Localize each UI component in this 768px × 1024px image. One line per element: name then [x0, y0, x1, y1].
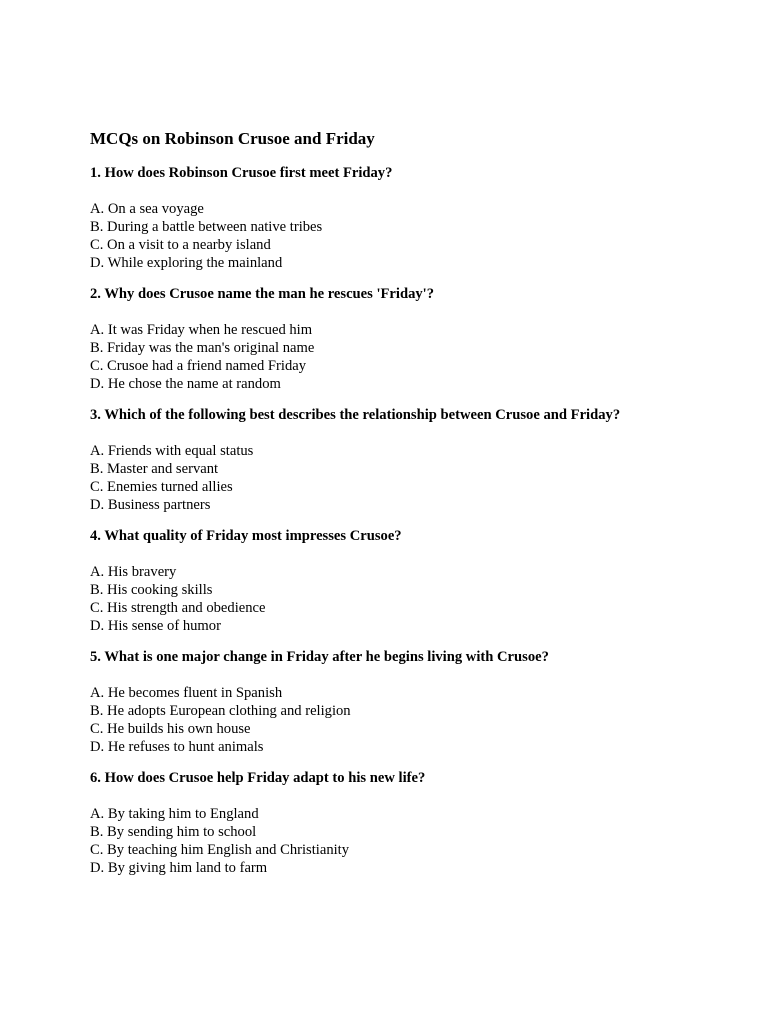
option-b: B. Master and servant	[90, 461, 219, 477]
question-text: 1. How does Robinson Crusoe first meet Friday?	[90, 165, 393, 181]
option-b: B. His cooking skills	[90, 582, 213, 598]
option-c: C. Crusoe had a friend named Friday	[90, 358, 307, 374]
question-3	[90, 406, 730, 514]
question-1	[90, 164, 730, 272]
option-c: C. Enemies turned allies	[90, 479, 233, 495]
option-a: A. By taking him to England	[90, 806, 259, 822]
option-b: B. During a battle between native tribes	[90, 219, 323, 235]
question-6	[90, 769, 730, 877]
option-b: B. Friday was the man's original name	[90, 340, 315, 356]
question-text: 3. Which of the following best describes the relationship between Crusoe and Friday?	[90, 407, 621, 423]
option-a: A. His bravery	[90, 564, 177, 580]
option-c: C. He builds his own house	[90, 721, 251, 737]
question-text: 6. How does Crusoe help Friday adapt to his new life?	[90, 770, 426, 786]
option-d: D. He refuses to hunt animals	[90, 739, 264, 755]
option-d: D. His sense of humor	[90, 618, 221, 634]
document-title: MCQs on Robinson Crusoe and Friday	[90, 129, 375, 148]
option-d: D. By giving him land to farm	[90, 860, 268, 876]
option-b: B. He adopts European clothing and religion	[90, 703, 351, 719]
option-a: A. On a sea voyage	[90, 201, 204, 217]
question-text: 5. What is one major change in Friday after he begins living with Crusoe?	[90, 649, 549, 665]
option-a: A. Friends with equal status	[90, 443, 254, 459]
option-b: B. By sending him to school	[90, 824, 257, 840]
option-d: D. Business partners	[90, 497, 211, 513]
option-c: C. His strength and obedience	[90, 600, 266, 616]
option-d: D. He chose the name at random	[90, 376, 281, 392]
option-c: C. By teaching him English and Christianity	[90, 842, 350, 858]
document-page	[90, 128, 730, 890]
option-c: C. On a visit to a nearby island	[90, 237, 271, 253]
question-4	[90, 527, 730, 635]
question-5	[90, 648, 730, 756]
question-text: 4. What quality of Friday most impresses Crusoe?	[90, 528, 402, 544]
option-a: A. It was Friday when he rescued him	[90, 322, 313, 338]
question-text: 2. Why does Crusoe name the man he rescues 'Friday'?	[90, 286, 435, 302]
option-d: D. While exploring the mainland	[90, 255, 283, 271]
question-2	[90, 285, 730, 393]
option-a: A. He becomes fluent in Spanish	[90, 685, 283, 701]
